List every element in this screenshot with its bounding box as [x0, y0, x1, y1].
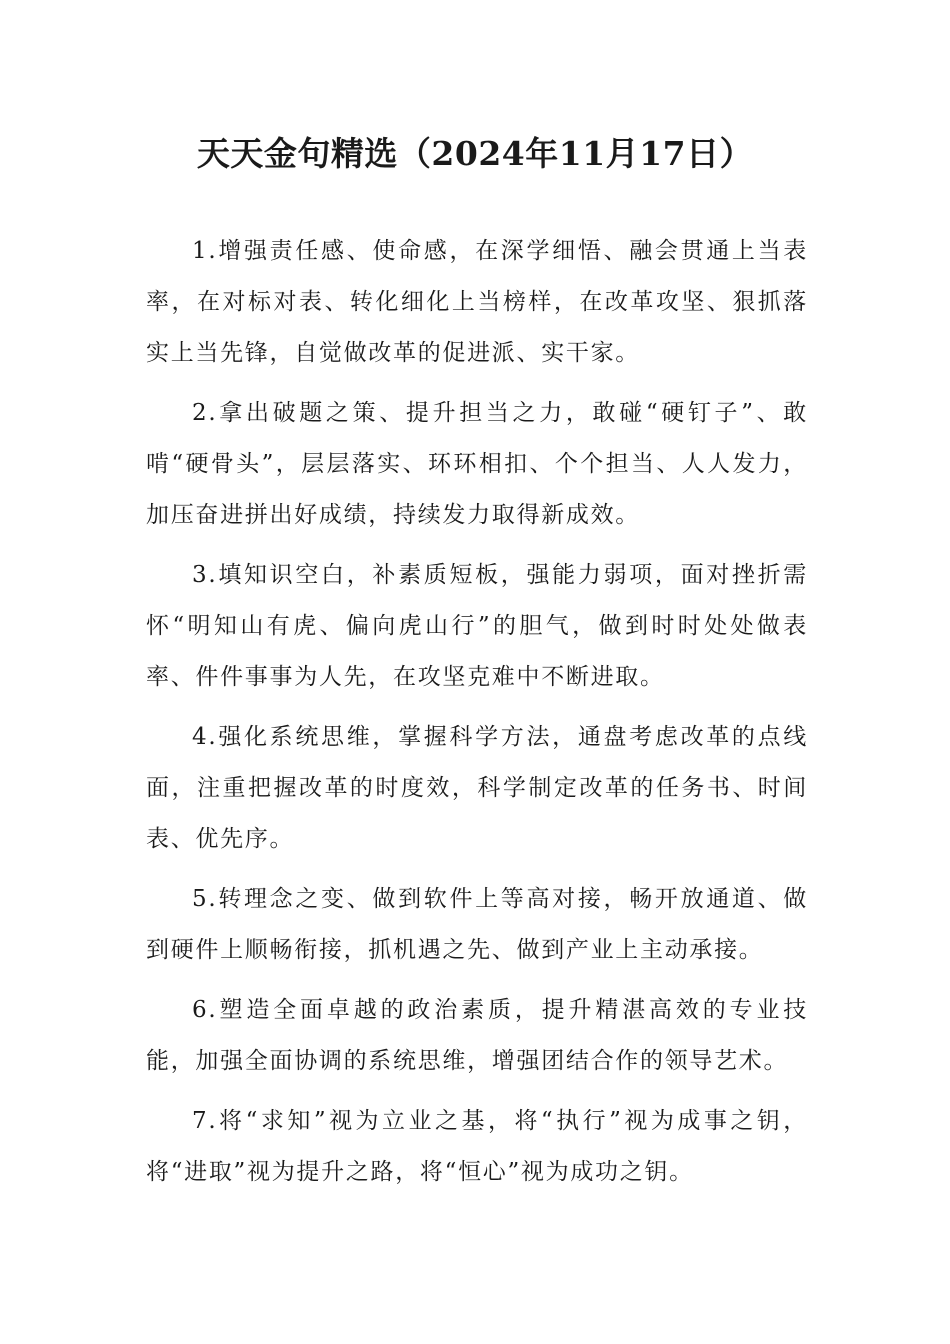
document-body [146, 226, 808, 1207]
paragraph-4: 4.强化系统思维，掌握科学方法，通盘考虑改革的点线面，注重把握改革的时度效，科学制定改革的任务书、时间表、优先序。 [146, 724, 808, 852]
document-title: 天天金句精选（2024年11月17日） [196, 134, 754, 173]
paragraph-3: 3.填知识空白，补素质短板，强能力弱项，面对挫折需怀“明知山有虎、偏向虎山行”的胆气，做到时时处处做表率、件件事事为人先，在攻坚克难中不断进取。 [146, 562, 808, 690]
paragraph-5: 5.转理念之变、做到软件上等高对接，畅开放通道、做到硬件上顺畅衔接，抓机遇之先、做到产业上主动承接。 [146, 886, 808, 963]
paragraph-2: 2.拿出破题之策、提升担当之力，敢碰“硬钉子”、敢啃“硬骨头”，层层落实、环环相扣、个个担当、人人发力，加压奋进拼出好成绩，持续发力取得新成效。 [146, 400, 808, 528]
paragraph-1: 1.增强责任感、使命感，在深学细悟、融会贯通上当表率，在对标对表、转化细化上当榜样，在改革攻坚、狠抓落实上当先锋，自觉做改革的促进派、实干家。 [146, 238, 808, 366]
paragraph-7: 7.将“求知”视为立业之基，将“执行”视为成事之钥，将“进取”视为提升之路，将“恒心”视为成功之钥。 [146, 1108, 808, 1185]
paragraph-6: 6.塑造全面卓越的政治素质，提升精湛高效的专业技能，加强全面协调的系统思维，增强团结合作的领导艺术。 [146, 997, 808, 1074]
